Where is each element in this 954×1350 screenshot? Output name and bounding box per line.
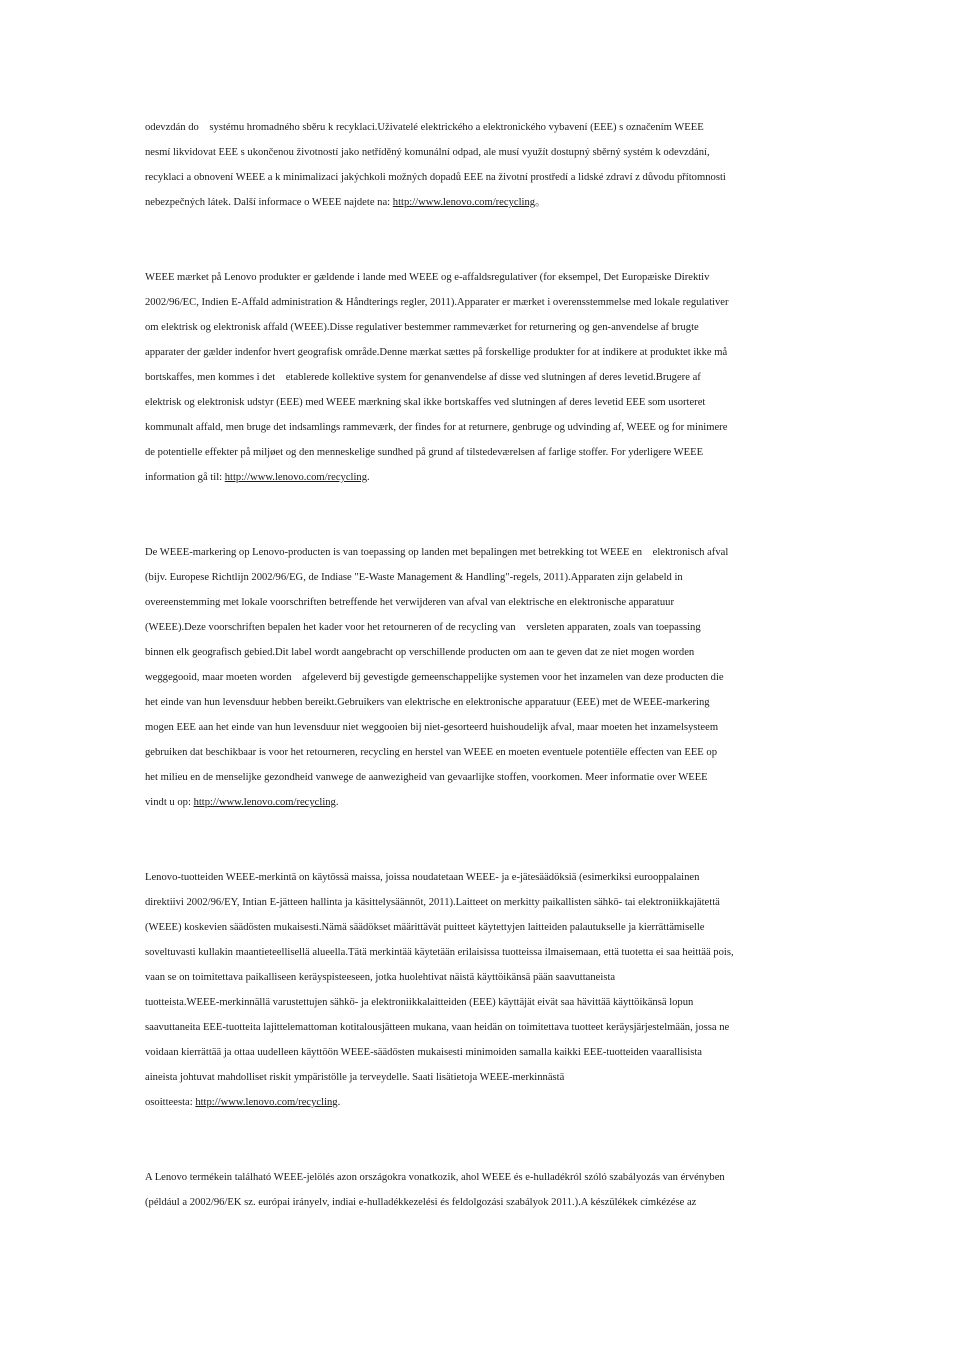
text-line: (bijv. Europese Richtlijn 2002/96/EG, de Indiase "E-Waste Management & Handling"-regels, 2011).Apparaten zijn gelabeld in bbox=[145, 572, 683, 583]
text-line: De WEEE-markering op Lenovo-producten is van toepassing op landen met bepalingen met betrekking tot WEEE en elektronisch afval bbox=[145, 547, 729, 558]
text-line: weggegooid, maar moeten worden afgeleverd bij gevestigde gemeenschappelijke systemen voor het inzamelen van deze producten die bbox=[145, 672, 724, 683]
recycling-link[interactable]: http://www.lenovo.com/recycling bbox=[392, 197, 536, 208]
text-line: nesmí likvidovat EEE s ukončenou životností jako netříděný komunální odpad, ale musí využít dostupný sběrný systém k odevzdání, bbox=[145, 147, 710, 158]
recycling-link[interactable]: http://www.lenovo.com/recycling bbox=[224, 472, 368, 483]
line-text: osoitteesta: bbox=[145, 1097, 196, 1108]
paragraph-czech bbox=[145, 115, 817, 215]
line-text: vindt u op: bbox=[145, 797, 194, 808]
text-line: tuotteista.WEEE-merkinnällä varustettujen sähkö- ja elektroniikkalaitteiden (EEE) käyttäjät eivät saa hävittää käyttöikänsä lopun bbox=[145, 997, 694, 1008]
text-line: (WEEE) koskevien säädösten mukaisesti.Nämä säädökset määrittävät puitteet käytettyjen laitteiden palautukselle ja kierrättämiselle bbox=[145, 922, 705, 933]
paragraph-finnish bbox=[145, 865, 817, 1115]
text-line: elektrisk og elektronisk udstyr (EEE) med WEEE mærkning skal ikke bortskaffes ved slutningen af deres levetid EEE som usorteret bbox=[145, 397, 706, 408]
line-suffix: 。 bbox=[535, 197, 546, 208]
paragraph-hungarian bbox=[145, 1165, 817, 1215]
text-line: (WEEE).Deze voorschriften bepalen het kader voor het retourneren of de recycling van versleten apparaten, zoals van toepassing bbox=[145, 622, 701, 633]
text-line: binnen elk geografisch gebied.Dit label wordt aangebracht op verschillende producten om aan te geven dat ze niet mogen worden bbox=[145, 647, 695, 658]
text-line: het milieu en de menselijke gezondheid vanwege de aanwezigheid van gevaarlijke stoffen, voorkomen. Meer informatie over WEEE bbox=[145, 772, 708, 783]
text-line-last bbox=[145, 1090, 817, 1115]
recycling-link[interactable]: http://www.lenovo.com/recycling bbox=[193, 797, 336, 808]
text-line: recyklaci a obnovení WEEE a k minimalizaci jakýchkoli možných dopadů EEE na životní prostředí a lidské zdraví z důvodu přítomnosti bbox=[145, 172, 726, 183]
text-line: A Lenovo termékein található WEEE-jelölés azon országokra vonatkozik, ahol WEEE és e-hulladékról szóló szabályozás van érvényben bbox=[145, 1172, 725, 1183]
text-line: saavuttaneita EEE-tuotteita lajittelemattoman kotitalousjätteen mukana, vaan heidän on toimitettava tuotteet keräysjärjestelmään, jossa ne bbox=[145, 1022, 730, 1033]
text-line: (például a 2002/96/EK sz. európai irányelv, indiai e-hulladékkezelési és feldolgozási szabályok 2011.).A készülékek címkézése az bbox=[145, 1197, 697, 1208]
line-suffix: . bbox=[367, 472, 370, 483]
paragraph-danish bbox=[145, 265, 817, 490]
text-line: mogen EEE aan het einde van hun levensduur niet weggooien bij niet-gesorteerd huishoudelijk afval, maar moeten het inzamelsysteem bbox=[145, 722, 719, 733]
text-line: kommunalt affald, men bruge det indsamlings rammeværk, der findes for at returnere, genbruge og udvinding af, WEEE og for minimere bbox=[145, 422, 728, 433]
text-line: om elektrisk og elektronisk affald (WEEE).Disse regulativer bestemmer rammeværket for returnering og gen-anvendelse af brugte bbox=[145, 322, 699, 333]
line-suffix: . bbox=[335, 797, 339, 808]
text-line: aineista johtuvat mahdolliset riskit ympäristölle ja terveydelle. Saati lisätietoja WEEE-merkinnästä bbox=[145, 1072, 565, 1083]
paragraph-dutch bbox=[145, 540, 817, 815]
text-line: 2002/96/EC, Indien E-Affald administration & Håndterings regler, 2011).Apparater er mærket i overensstemmelse med lokale regulativer bbox=[145, 297, 729, 308]
text-line: WEEE mærket på Lenovo produkter er gældende i lande med WEEE og e-affaldsregulativer (for eksempel, Det Europæiske Direktiv bbox=[145, 272, 710, 283]
line-suffix: . bbox=[337, 1097, 341, 1108]
text-line: apparater der gælder indenfor hvert geografisk område.Denne mærkat sættes på forskellige produkter for at indikere at produktet ikke må bbox=[145, 347, 728, 358]
text-line: gebruiken dat beschikbaar is voor het retourneren, recycling en herstel van WEEE en moeten eventuele potentiële effecten van EEE op bbox=[145, 747, 718, 758]
text-line: soveltuvasti kullakin maantieteellisellä alueella.Tätä merkintää käytetään erilaisissa tuotteissa ilmaisemaan, että tuotetta ei saa heittää pois, bbox=[145, 947, 734, 958]
recycling-link[interactable]: http://www.lenovo.com/recycling bbox=[195, 1097, 338, 1108]
text-line: direktiivi 2002/96/EY, Intian E-jätteen hallinta ja käsittelysäännöt, 2011).Laitteet on merkitty paikallisten sähkö- tai elektroniikkajätettä bbox=[145, 897, 720, 908]
text-line-last bbox=[145, 465, 817, 490]
text-line: vaan se on toimitettava paikalliseen keräyspisteeseen, jotka huolehtivat näistä käyttöikänsä pään saavuttaneista bbox=[145, 972, 616, 983]
line-text: nebezpečných látek. Další informace o WEEE najdete na: bbox=[145, 197, 393, 208]
text-line-last bbox=[145, 190, 817, 215]
text-line: voidaan kierrättää ja ottaa uudelleen käyttöön WEEE-säädösten mukaisesti minimoiden samalla kaikki EEE-tuotteiden vaarallisista bbox=[145, 1047, 702, 1058]
text-line: het einde van hun levensduur hebben bereikt.Gebruikers van elektrische en elektronische apparatuur (EEE) met de WEEE-markering bbox=[145, 697, 710, 708]
text-line: Lenovo-tuotteiden WEEE-merkintä on käytössä maissa, joissa noudatetaan WEEE- ja e-jätesäädöksiä (esimerkiksi eurooppalainen bbox=[145, 872, 700, 883]
text-line-last bbox=[145, 790, 817, 815]
text-line: de potentielle effekter på miljøet og den menneskelige sundhed på grund af tilstedeværelsen af farlige stoffer. For yderligere WEEE bbox=[145, 447, 704, 458]
text-line: bortskaffes, men kommes i det etablerede kollektive system for genanvendelse af disse ved slutningen af deres levetid.Brugere af bbox=[145, 372, 701, 383]
line-text: information gå til: bbox=[145, 472, 225, 483]
text-line: overeenstemming met lokale voorschriften betreffende het verwijderen van afval van elektrische en elektronische apparatuur bbox=[145, 597, 674, 608]
text-line: odevzdán do systému hromadného sběru k recyklaci.Uživatelé elektrického a elektronického vybavení (EEE) s označením WEEE bbox=[145, 122, 704, 133]
